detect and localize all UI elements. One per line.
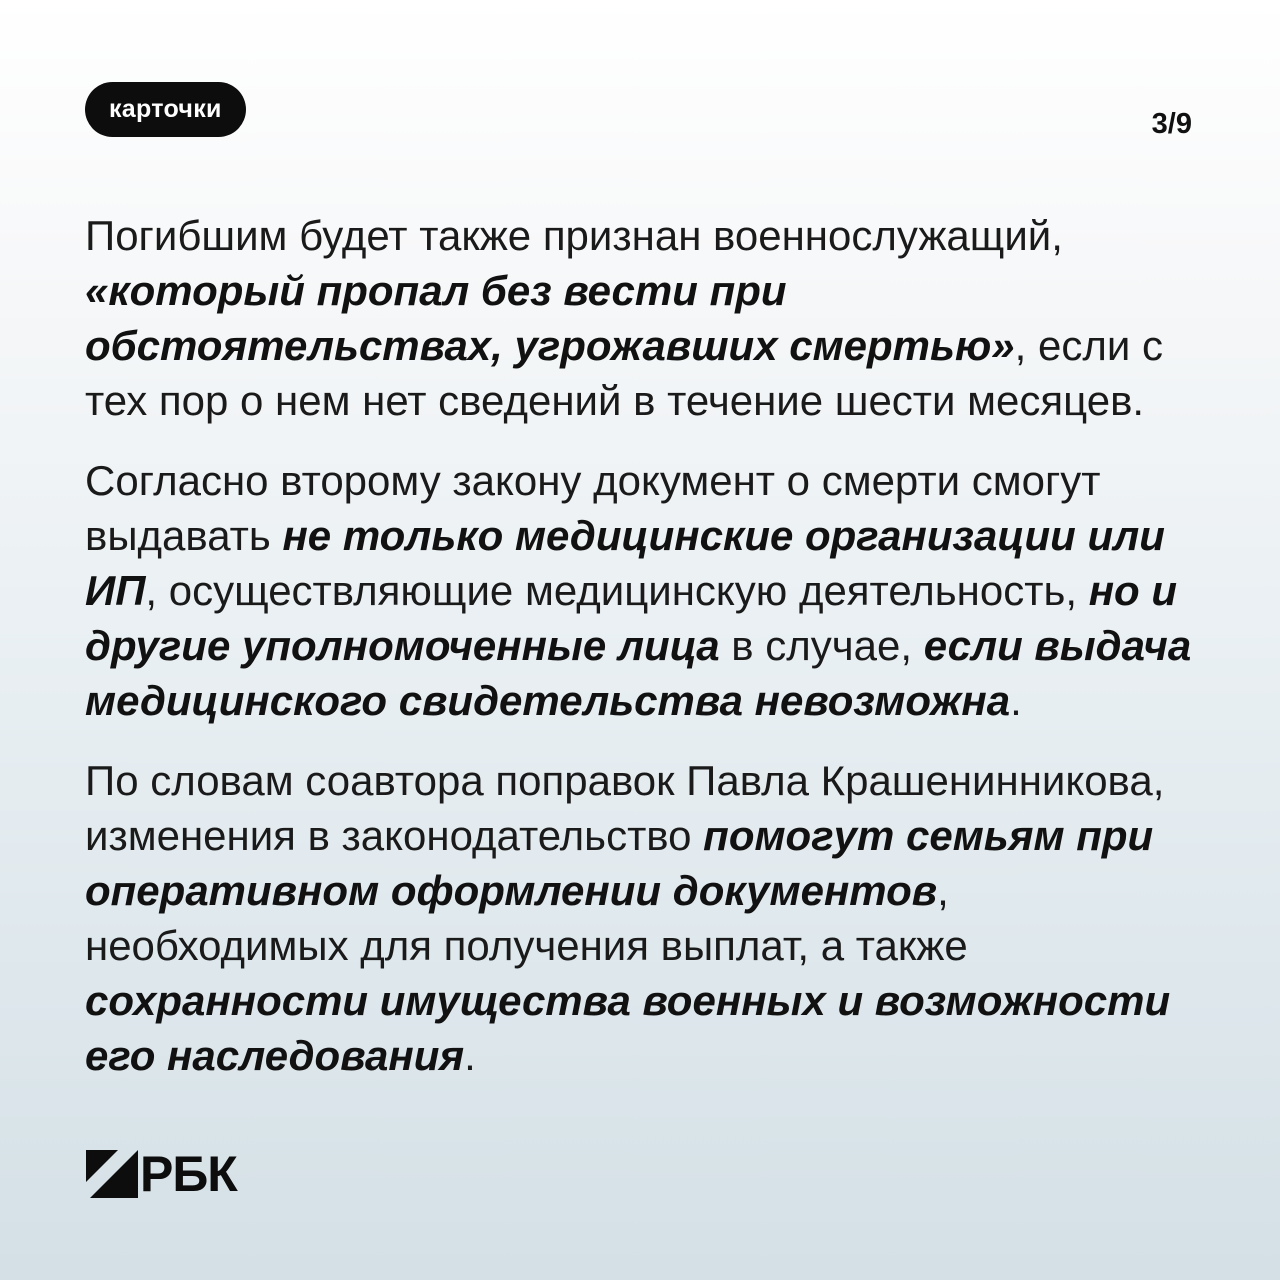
text-run-emphasis: не только медицинские организации или ИП: [85, 512, 1165, 614]
text-run-emphasis: сохранности имущества военных и возможности его наследования: [85, 977, 1171, 1079]
text-run: .: [464, 1032, 476, 1079]
text-run: , необходимых для получения выплат, а также: [85, 867, 968, 969]
text-run-emphasis: если выдача медицинского свидетельства невозможна: [85, 622, 1192, 724]
rbc-logo: [86, 1148, 237, 1200]
text-run: , если с тех пор о нем нет сведений в течение шести месяцев.: [85, 322, 1163, 424]
paragraph-1: [85, 208, 1205, 428]
text-run-emphasis: помогут семьям при оперативном оформлении документов: [85, 812, 1154, 914]
text-run: в случае,: [719, 622, 924, 669]
text-run: По словам соавтора поправок Павла Крашенинникова, изменения в законодательство: [85, 757, 1165, 859]
text-run: , осуществляющие медицинскую деятельность,: [145, 567, 1089, 614]
rbc-logo-text: РБК: [140, 1146, 237, 1202]
text-run-emphasis: «который пропал без вести при обстоятельствах, угрожавших смертью»: [85, 267, 1015, 369]
text-run: .: [1010, 677, 1022, 724]
text-run: Согласно второму закону документ о смерти смогут выдавать: [85, 457, 1101, 559]
paragraph-3: [85, 753, 1205, 1083]
category-tag[interactable]: [85, 82, 246, 137]
text-run-emphasis: но и другие уполномоченные лица: [85, 567, 1178, 669]
page-counter: 3/9: [1151, 108, 1192, 140]
text-run: Погибшим будет также признан военнослужащий,: [85, 212, 1063, 259]
paragraph-2: [85, 453, 1205, 728]
category-tag-label: карточки: [109, 95, 222, 123]
article-body: [85, 208, 1205, 1108]
rbc-logo-mark-icon: [86, 1150, 138, 1198]
